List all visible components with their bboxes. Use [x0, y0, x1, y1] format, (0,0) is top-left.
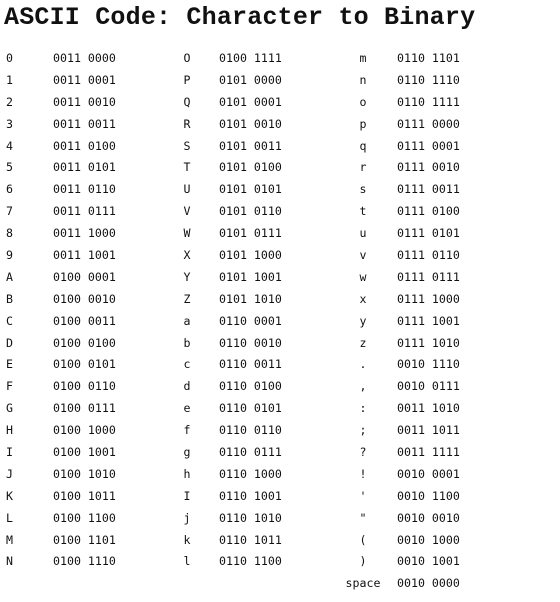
binary-code-cell: 0010 1100 — [397, 488, 460, 503]
binary-code-cell: 0011 1111 — [397, 445, 460, 460]
character-cell: V — [183, 204, 191, 219]
character-cell: 4 — [6, 138, 13, 153]
character-cell: o — [359, 94, 367, 109]
binary-code-cell: 0100 1100 — [53, 510, 116, 525]
binary-code-cell: 0101 1010 — [219, 291, 282, 306]
binary-code-cell: 0011 0011 — [53, 116, 116, 131]
character-cell: O — [183, 51, 191, 65]
character-cell: 5 — [6, 160, 13, 175]
character-cell: R — [183, 116, 191, 131]
character-cell: I — [6, 445, 13, 460]
binary-code-cell: 0011 0010 — [53, 94, 116, 109]
binary-code-cell: 0101 1000 — [219, 248, 282, 263]
binary-code-cell: 0100 1110 — [53, 554, 116, 569]
character-cell: D — [6, 335, 13, 350]
character-cell: m — [359, 51, 367, 65]
character-cell: b — [183, 335, 191, 350]
binary-code-cell: 0111 1010 — [397, 335, 460, 350]
binary-code-cell: 0011 0000 — [53, 51, 116, 65]
character-cell: u — [359, 226, 367, 241]
binary-code-cell: 0110 1111 — [397, 94, 460, 109]
character-cell: p — [359, 116, 367, 131]
character-cell: T — [183, 160, 191, 175]
binary-code-cell: 0010 0000 — [397, 576, 460, 591]
character-cell: f — [183, 423, 191, 438]
character-cell: q — [359, 138, 367, 153]
character-cell: S — [183, 138, 191, 153]
binary-code-cell: 0011 0110 — [53, 182, 116, 197]
character-cell: h — [183, 466, 191, 481]
binary-code-cell: 0011 1000 — [53, 226, 116, 241]
binary-code-cell: 0011 0001 — [53, 72, 116, 87]
character-cell: c — [183, 357, 191, 372]
binary-code-cell: 0111 0110 — [397, 248, 460, 263]
binary-code-cell: 0110 0111 — [219, 445, 282, 460]
binary-code-cell: 0110 0100 — [219, 379, 282, 394]
character-cell: w — [359, 269, 367, 284]
binary-code-cell: 0101 0001 — [219, 94, 282, 109]
binary-code-cell: 0111 0000 — [397, 116, 460, 131]
character-cell: J — [6, 466, 13, 481]
binary-code-cell: 0100 0111 — [53, 401, 116, 416]
binary-code-cell: 0100 0110 — [53, 379, 116, 394]
binary-code-cell: 0111 1001 — [397, 313, 460, 328]
binary-code-cell: 0010 1000 — [397, 532, 460, 547]
character-cell: X — [183, 248, 191, 263]
binary-code-cell: 0100 0100 — [53, 335, 116, 350]
character-cell: ! — [359, 466, 367, 481]
binary-code-cell: 0100 1111 — [219, 51, 282, 65]
binary-code-cell: 0100 1000 — [53, 423, 116, 438]
character-cell: A — [6, 269, 13, 284]
character-cell: Q — [183, 94, 191, 109]
character-cell: 9 — [6, 248, 13, 263]
binary-code-cell: 0100 1011 — [53, 488, 116, 503]
character-cell: F — [6, 379, 13, 394]
character-cell: Z — [183, 291, 191, 306]
binary-code-cell: 0010 0111 — [397, 379, 460, 394]
character-cell: j — [183, 510, 191, 525]
binary-code-cell: 0100 1101 — [53, 532, 116, 547]
binary-code-cell: 0011 0100 — [53, 138, 116, 153]
binary-code-cell: 0101 0010 — [219, 116, 282, 131]
binary-code-cell: 0111 0100 — [397, 204, 460, 219]
character-cell: 1 — [6, 72, 13, 87]
binary-code-cell: 0110 1011 — [219, 532, 282, 547]
character-cell: e — [183, 401, 191, 416]
character-cell: P — [183, 72, 191, 87]
binary-code-cell: 0010 1001 — [397, 554, 460, 569]
character-cell: ( — [359, 532, 367, 547]
character-cell: 8 — [6, 226, 13, 241]
binary-code-cell: 0011 0101 — [53, 160, 116, 175]
character-cell: ' — [359, 488, 367, 503]
character-cell: : — [359, 401, 367, 416]
character-cell: K — [6, 488, 13, 503]
character-cell: s — [359, 182, 367, 197]
character-cell: k — [183, 532, 191, 547]
character-cell: 6 — [6, 182, 13, 197]
character-cell: G — [6, 401, 13, 416]
character-cell: space — [345, 576, 381, 591]
binary-code-cell: 0110 1010 — [219, 510, 282, 525]
character-cell: t — [359, 204, 367, 219]
character-cell: 3 — [6, 116, 13, 131]
page-title: ASCII Code: Character to Binary — [4, 3, 476, 32]
binary-code-cell: 0101 0000 — [219, 72, 282, 87]
character-cell: l — [183, 554, 191, 569]
character-cell: v — [359, 248, 367, 263]
character-cell: L — [6, 510, 13, 525]
binary-code-cell: 0010 0001 — [397, 466, 460, 481]
character-cell: 2 — [6, 94, 13, 109]
binary-code-cell: 0100 1010 — [53, 466, 116, 481]
binary-code-cell: 0110 1101 — [397, 51, 460, 65]
character-cell: U — [183, 182, 191, 197]
character-cell: ) — [359, 554, 367, 569]
binary-code-cell: 0110 0110 — [219, 423, 282, 438]
binary-code-cell: 0111 0101 — [397, 226, 460, 241]
character-cell: n — [359, 72, 367, 87]
binary-code-cell: 0111 1000 — [397, 291, 460, 306]
binary-code-cell: 0110 0010 — [219, 335, 282, 350]
binary-code-cell: 0101 0011 — [219, 138, 282, 153]
binary-code-cell: 0011 1010 — [397, 401, 460, 416]
binary-code-cell: 0110 0101 — [219, 401, 282, 416]
character-cell: I — [183, 488, 191, 503]
binary-code-cell: 0110 1001 — [219, 488, 282, 503]
binary-code-cell: 0110 1110 — [397, 72, 460, 87]
binary-code-cell: 0011 1011 — [397, 423, 460, 438]
character-cell: r — [359, 160, 367, 175]
binary-code-cell: 0111 0001 — [397, 138, 460, 153]
character-cell: . — [359, 357, 367, 372]
character-cell: d — [183, 379, 191, 394]
binary-code-cell: 0011 0111 — [53, 204, 116, 219]
character-cell: E — [6, 357, 13, 372]
binary-code-cell: 0100 0001 — [53, 269, 116, 284]
binary-code-cell: 0010 1110 — [397, 357, 460, 372]
binary-code-cell: 0111 0011 — [397, 182, 460, 197]
binary-code-cell: 0110 1100 — [219, 554, 282, 569]
binary-code-cell: 0101 0100 — [219, 160, 282, 175]
character-cell: C — [6, 313, 13, 328]
binary-code-cell: 0100 0010 — [53, 291, 116, 306]
character-cell: 7 — [6, 204, 13, 219]
character-cell: Y — [183, 269, 191, 284]
character-cell: W — [183, 226, 191, 241]
character-cell: N — [6, 554, 13, 569]
character-cell: g — [183, 445, 191, 460]
binary-code-cell: 0100 0101 — [53, 357, 116, 372]
binary-code-cell: 0101 0101 — [219, 182, 282, 197]
binary-code-cell: 0101 0110 — [219, 204, 282, 219]
binary-code-cell: 0110 1000 — [219, 466, 282, 481]
character-cell: ? — [359, 445, 367, 460]
character-cell: a — [183, 313, 191, 328]
character-cell: y — [359, 313, 367, 328]
binary-code-cell: 0011 1001 — [53, 248, 116, 263]
binary-code-cell: 0100 1001 — [53, 445, 116, 460]
character-cell: , — [359, 379, 367, 394]
character-cell: ; — [359, 423, 367, 438]
binary-code-cell: 0110 0001 — [219, 313, 282, 328]
character-cell: H — [6, 423, 13, 438]
binary-code-cell: 0010 0010 — [397, 510, 460, 525]
binary-code-cell: 0111 0111 — [397, 269, 460, 284]
character-cell: M — [6, 532, 13, 547]
binary-code-cell: 0100 0011 — [53, 313, 116, 328]
character-cell: " — [359, 510, 367, 525]
binary-code-cell: 0101 1001 — [219, 269, 282, 284]
binary-code-cell: 0110 0011 — [219, 357, 282, 372]
character-cell: B — [6, 291, 13, 306]
character-cell: z — [359, 335, 367, 350]
binary-code-cell: 0111 0010 — [397, 160, 460, 175]
character-cell: x — [359, 291, 367, 306]
character-cell: 0 — [6, 51, 13, 65]
binary-code-cell: 0101 0111 — [219, 226, 282, 241]
